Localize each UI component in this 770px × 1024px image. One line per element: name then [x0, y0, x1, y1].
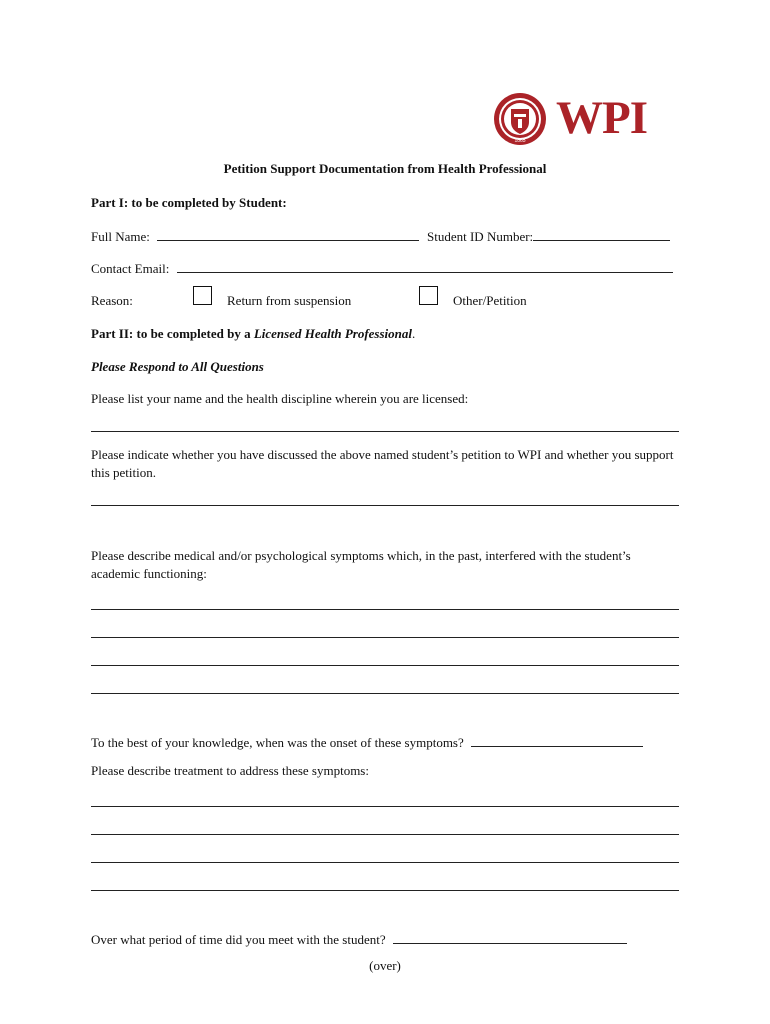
full-name-row: [91, 228, 419, 245]
return-from-suspension-checkbox[interactable]: [193, 286, 212, 305]
answer-line-q3-4[interactable]: [91, 693, 679, 694]
other-petition-checkbox[interactable]: [419, 286, 438, 305]
contact-email-row: [91, 260, 673, 277]
over-note: (over): [369, 958, 401, 973]
answer-line-q1[interactable]: [91, 431, 679, 432]
answer-line-q5-2[interactable]: [91, 834, 679, 835]
part2-heading-suffix: .: [412, 326, 416, 341]
part2-heading-prefix: Part II: to be completed by a: [91, 326, 254, 341]
answer-line-q6[interactable]: [393, 931, 627, 944]
answer-line-q5-3[interactable]: [91, 862, 679, 863]
question-1: Please list your name and the health discipline wherein you are licensed:: [91, 391, 469, 406]
other-petition-label: Other/Petition: [453, 293, 527, 308]
question-6: Over what period of time did you meet with the student?: [91, 932, 386, 947]
page-title: Petition Support Documentation from Health Professional: [223, 161, 547, 176]
contact-email-field[interactable]: [177, 260, 673, 273]
answer-line-q3-1[interactable]: [91, 609, 679, 610]
student-id-row: [427, 228, 670, 245]
full-name-label: Full Name:: [91, 229, 150, 244]
answer-line-q5-4[interactable]: [91, 890, 679, 891]
question-3: Please describe medical and/or psychological symptoms which, in the past, interfered with the student’s academic functioning:: [91, 548, 631, 581]
contact-email-label: Contact Email:: [91, 261, 170, 276]
answer-line-q5-1[interactable]: [91, 806, 679, 807]
question-5: Please describe treatment to address these symptoms:: [91, 763, 369, 778]
return-from-suspension-label: Return from suspension: [227, 293, 352, 308]
full-name-field[interactable]: [157, 228, 419, 241]
question-4-row: [91, 734, 643, 751]
wpi-seal-icon: [493, 92, 547, 146]
part1-heading: Part I: to be completed by Student:: [91, 195, 287, 210]
wpi-wordmark: WPI: [556, 92, 647, 144]
question-6-row: [91, 931, 627, 948]
part2-heading-emph: Licensed Health Professional: [253, 326, 413, 341]
respond-instruction: Please Respond to All Questions: [91, 359, 264, 374]
part2-heading: [91, 326, 415, 342]
student-id-field[interactable]: [533, 228, 670, 241]
answer-line-q2[interactable]: [91, 505, 679, 506]
reason-label: Reason:: [91, 293, 133, 308]
answer-line-q3-2[interactable]: [91, 637, 679, 638]
question-2: Please indicate whether you have discussed the above named student’s petition to WPI and whether you support this petition.: [91, 447, 674, 480]
answer-line-q3-3[interactable]: [91, 665, 679, 666]
question-4: To the best of your knowledge, when was the onset of these symptoms?: [91, 735, 464, 750]
answer-line-q4[interactable]: [471, 734, 643, 747]
student-id-label: Student ID Number:: [427, 229, 534, 244]
seal-year: 1865: [514, 138, 526, 144]
